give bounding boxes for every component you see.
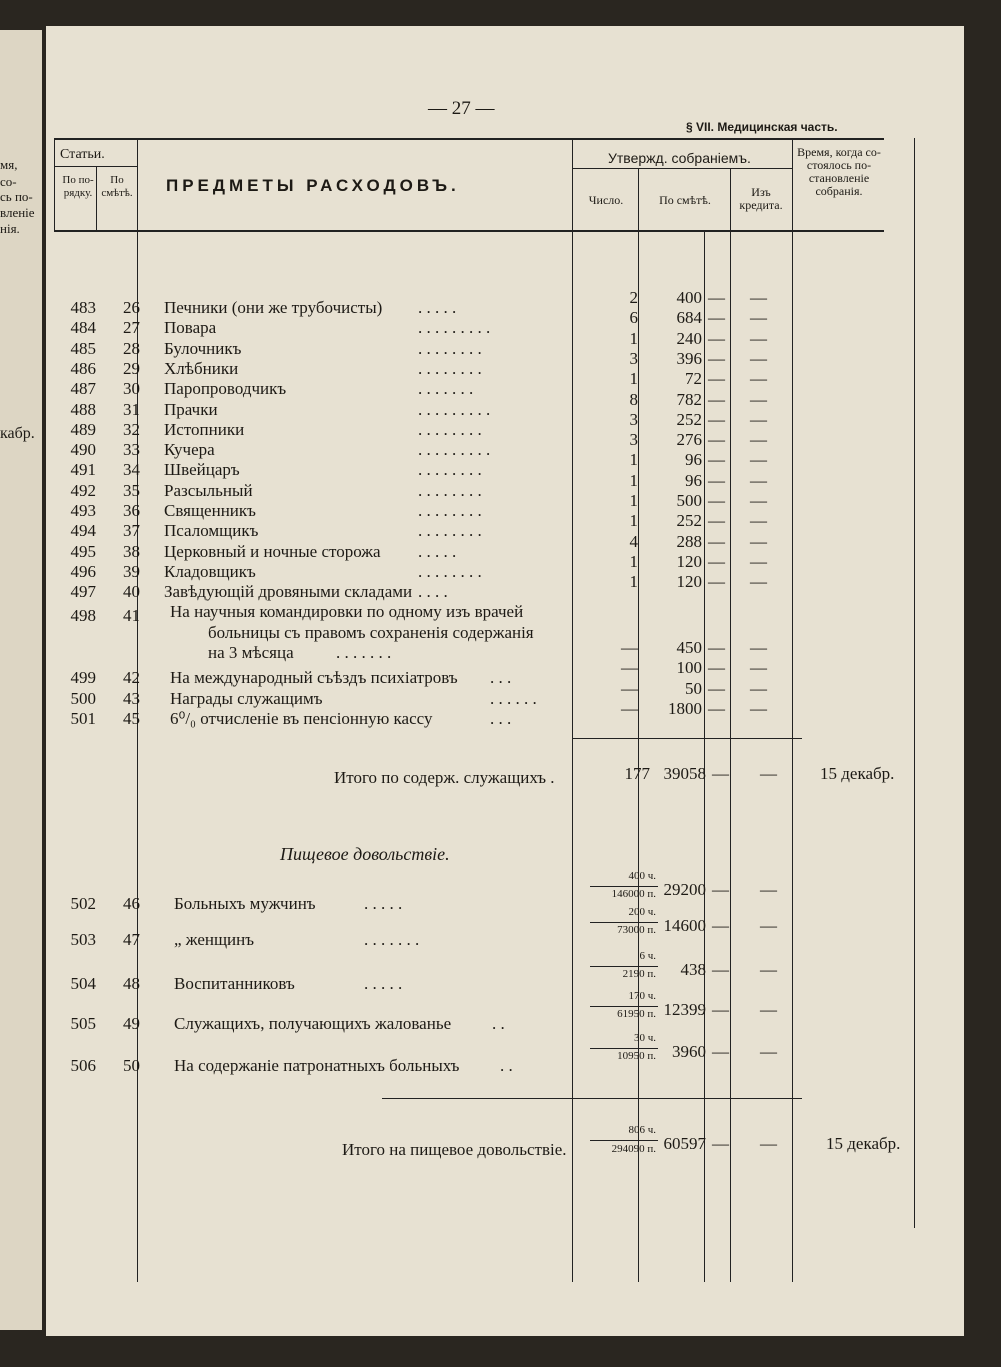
row-number: 506	[70, 1056, 96, 1075]
row-amount: 252	[676, 409, 702, 429]
row-dash: —	[760, 1042, 777, 1061]
row-dash: —	[712, 916, 729, 935]
row-count: 1	[629, 511, 638, 531]
row-count: 3	[629, 348, 638, 368]
row-smeta-number: 26	[123, 298, 140, 317]
row-dots: . . . .	[418, 582, 448, 602]
row-dash: —	[708, 531, 725, 551]
row-dots: . . . . .	[364, 974, 403, 993]
row-dash: —	[708, 551, 725, 571]
row-smeta-number: 36	[123, 501, 140, 520]
row-dots: . . . . . . . . .	[418, 318, 491, 338]
row-dash: —	[708, 470, 725, 490]
row-label: Печники (они же трубочисты)	[164, 298, 383, 317]
row-amount: 782	[676, 389, 702, 409]
row-dots: . . . . . . . .	[418, 561, 482, 581]
header-chislo: Число.	[588, 193, 624, 207]
row-count: 2	[629, 288, 638, 307]
row-dash: —	[712, 1000, 729, 1019]
row-amount: 96	[685, 470, 702, 490]
row-amount: 120	[676, 551, 702, 571]
row-amount: 684	[676, 308, 702, 328]
row-smeta-number: 50	[123, 1056, 140, 1075]
row-amount: 288	[676, 531, 702, 551]
rule	[54, 138, 55, 232]
row-label: Церковный и ночные сторожа	[164, 541, 381, 561]
total-date: 15 декабр.	[820, 764, 895, 783]
row-number: 505	[70, 1014, 96, 1033]
row-dash: —	[750, 531, 767, 551]
row-count: 3	[629, 430, 638, 450]
row-smeta-number: 34	[123, 460, 140, 480]
row-dash: —	[708, 389, 725, 409]
row-smeta-number: 43	[123, 688, 140, 708]
row-count: 1	[629, 470, 638, 490]
row-label: Разсыльный	[164, 480, 253, 500]
row-dash: —	[708, 491, 725, 510]
row-dots: . . . . . . . .	[418, 358, 482, 378]
page-number: — 27 —	[428, 98, 495, 119]
left-fragment: мя,	[0, 157, 18, 172]
row-label-continued: больницы съ правомъ сохраненія содержанія	[208, 623, 534, 642]
header-title: ПРЕДМЕТЫ РАСХОДОВЪ.	[166, 176, 460, 195]
row-smeta-number: 31	[123, 399, 140, 419]
subtotal-rule	[382, 1098, 802, 1099]
frac-top: 30 ч.	[633, 1032, 656, 1044]
row-dash: —	[750, 572, 767, 592]
frac-bottom: 2190 п.	[622, 968, 656, 980]
frac-bottom: 73000 п.	[617, 924, 656, 936]
row-label: 6⁰/₀ отчисленіе въ пенсіонную кассу	[170, 709, 433, 728]
row-dash: —	[750, 450, 767, 470]
row-smeta-number: 38	[123, 541, 140, 561]
row-dash: —	[708, 369, 725, 389]
header-stati: Статьи.	[60, 147, 105, 162]
row-label: Прачки	[164, 399, 218, 419]
total-label: Итого по содерж. служащихъ .	[334, 768, 555, 787]
row-dots: . . . . .	[418, 298, 457, 317]
row-dash: —	[708, 348, 725, 368]
frac-top: 400 ч.	[628, 870, 656, 882]
row-dash: —	[750, 491, 767, 510]
row-amount: 14600	[663, 916, 706, 935]
header-po-smete2: По смѣтѣ.	[659, 193, 711, 207]
rule	[792, 138, 793, 1282]
row-number: 485	[70, 338, 96, 358]
left-facing-page	[0, 30, 42, 1330]
row-label: „ женщинъ	[174, 930, 255, 949]
row-number: 496	[70, 561, 96, 581]
header-po-poryadku: По по- рядку.	[62, 174, 94, 199]
row-number: 493	[70, 501, 96, 520]
total-amount: 39058	[663, 764, 706, 783]
row-dots: . . . . . . .	[336, 643, 392, 662]
row-label: Псаломщикъ	[164, 521, 259, 541]
row-dash: —	[760, 960, 777, 979]
header-top-rule	[54, 138, 884, 140]
row-dash: —	[708, 409, 725, 429]
row-count: 3	[629, 409, 638, 429]
header-bottom-rule	[54, 230, 884, 232]
row-dots: . . . . . . . .	[418, 460, 482, 480]
row-count: 1	[629, 450, 638, 470]
row-amount: 96	[685, 450, 702, 470]
row-amount: 72	[685, 369, 702, 389]
row-label: На международный съѣздъ психіатровъ	[170, 668, 458, 687]
row-dash: —	[712, 880, 729, 899]
frac-top: 170 ч.	[628, 990, 656, 1002]
row-smeta-number: 32	[123, 419, 140, 439]
row-amount: 100	[676, 658, 702, 677]
row-dots: . .	[492, 1014, 505, 1033]
row-number: 489	[70, 419, 96, 439]
row-dash: —	[750, 430, 767, 450]
rule	[96, 166, 97, 232]
row-dash: —	[750, 389, 767, 409]
row-dash: —	[750, 328, 767, 348]
row-number: 502	[70, 894, 96, 913]
row-smeta-number: 35	[123, 480, 140, 500]
row-dots: . . . . . . . .	[418, 521, 482, 541]
row-smeta-number: 42	[123, 668, 140, 687]
row-smeta-number: 33	[123, 440, 140, 460]
row-dash: —	[750, 678, 767, 698]
row-dash: —	[760, 1000, 777, 1019]
row-number: 490	[70, 440, 96, 460]
row-dots: . . . . . . . . .	[418, 399, 491, 419]
row-number: 483	[70, 298, 96, 317]
row-dash: —	[750, 638, 767, 657]
row-count: 1	[629, 572, 638, 592]
row-smeta-number: 41	[123, 606, 140, 625]
row-count: 1	[629, 491, 638, 510]
frac-top: 6 ч.	[639, 950, 656, 962]
row-number: 494	[70, 521, 96, 541]
row-number: 498	[70, 606, 96, 625]
row-dots: . . . . .	[364, 894, 403, 913]
row-amount: 3960	[672, 1042, 706, 1061]
row-dash: —	[750, 658, 767, 677]
header-approved: Утвержд. собраніемъ.	[608, 150, 751, 166]
left-fragment: нія.	[0, 221, 20, 236]
row-count: 8	[629, 389, 638, 409]
row-dots: . . . . . . . . .	[418, 440, 491, 460]
row-smeta-number: 37	[123, 521, 140, 541]
row-label: Повара	[164, 318, 217, 338]
row-dash: —	[708, 638, 725, 657]
rule	[638, 168, 639, 1282]
row-dots: . .	[500, 1056, 513, 1075]
row-amount: 50	[685, 678, 702, 698]
row-amount: 400	[676, 288, 702, 307]
rule	[572, 138, 573, 1282]
row-label: Награды служащимъ	[170, 688, 323, 708]
row-dots: . . . . . . . .	[418, 419, 482, 439]
row-dash: —	[760, 916, 777, 935]
row-dash: —	[750, 348, 767, 368]
row-dots: . . . . . . . .	[418, 338, 482, 358]
row-dots: . . . . . . .	[418, 379, 474, 399]
row-label: Хлѣбники	[164, 358, 239, 378]
food-heading: Пищевое довольствіе.	[280, 844, 450, 864]
row-label: На содержаніе патронатныхъ больныхъ	[174, 1056, 460, 1075]
row-dash: —	[708, 511, 725, 531]
row-dash: —	[708, 450, 725, 470]
total-label: Итого на пищевое довольствіе.	[342, 1140, 567, 1159]
row-number: 492	[70, 480, 96, 500]
row-smeta-number: 47	[123, 930, 140, 949]
row-dash: —	[712, 1042, 729, 1061]
row-number: 488	[70, 399, 96, 419]
section-title: § VII. Медицинская часть.	[686, 120, 838, 134]
header-approved-rule	[572, 168, 792, 169]
row-amount: 12399	[663, 1000, 706, 1019]
row-smeta-number: 45	[123, 709, 140, 728]
row-count: —	[621, 658, 638, 677]
frac-bottom: 61950 п.	[617, 1008, 656, 1020]
header-vremya: Время, когда со- стоялось по- становленіе собранія.	[797, 145, 881, 198]
row-amount: 438	[680, 960, 706, 979]
row-smeta-number: 27	[123, 318, 140, 338]
row-dash: —	[712, 1134, 729, 1153]
row-number: 500	[70, 688, 96, 708]
row-amount: 29200	[663, 880, 706, 899]
row-number: 495	[70, 541, 96, 561]
row-dash: —	[708, 430, 725, 450]
row-count: —	[621, 638, 638, 657]
frac-bottom: 146000 п.	[611, 888, 656, 900]
row-dash: —	[750, 699, 767, 718]
row-label: Истопники	[164, 419, 245, 439]
frac-bottom: 10950 п.	[617, 1050, 656, 1062]
row-number: 491	[70, 460, 96, 480]
row-label: На научныя командировки по одному изъ врачей	[170, 602, 524, 621]
row-amount: 500	[676, 491, 702, 510]
row-count: —	[621, 678, 638, 698]
row-label: Паропроводчикъ	[164, 379, 287, 399]
row-dash: —	[750, 470, 767, 490]
rule	[704, 232, 705, 1282]
row-label: Служащихъ, получающихъ жалованье	[174, 1014, 452, 1033]
row-dash: —	[708, 572, 725, 592]
rule	[730, 168, 731, 1282]
row-smeta-number: 29	[123, 358, 140, 378]
row-dash: —	[708, 678, 725, 698]
row-label-continued: на 3 мѣсяца	[208, 643, 294, 662]
row-dash: —	[712, 960, 729, 979]
row-amount: 252	[676, 511, 702, 531]
row-amount: 240	[676, 328, 702, 348]
row-dots: . . . . . . . .	[418, 501, 482, 520]
frac-top: 200 ч.	[628, 906, 656, 918]
row-label: Воспитанниковъ	[174, 974, 295, 993]
row-label: Священникъ	[164, 501, 256, 520]
row-dots: . . . . .	[418, 541, 457, 561]
row-number: 487	[70, 379, 96, 399]
row-number: 501	[70, 709, 96, 728]
row-dash: —	[760, 1134, 777, 1153]
total-count: 177	[624, 764, 650, 783]
row-smeta-number: 28	[123, 338, 140, 358]
row-number: 497	[70, 582, 96, 602]
row-amount: 1800	[668, 699, 702, 718]
row-number: 504	[70, 974, 96, 993]
row-dash: —	[708, 658, 725, 677]
total-date: 15 декабр.	[826, 1134, 901, 1153]
row-smeta-number: 49	[123, 1014, 140, 1033]
row-dash: —	[708, 699, 725, 718]
left-fragment: кабр.	[0, 425, 35, 442]
total-amount: 60597	[663, 1134, 706, 1153]
row-amount: 450	[676, 638, 702, 657]
left-fragment: вленіе	[0, 205, 35, 220]
row-dash: —	[750, 288, 767, 307]
row-smeta-number: 39	[123, 561, 140, 581]
row-label: Булочникъ	[164, 338, 242, 358]
row-label: Кучера	[164, 440, 215, 460]
header-po-smete: По смѣтѣ.	[101, 174, 133, 199]
row-number: 499	[70, 668, 96, 687]
row-dash: —	[750, 308, 767, 328]
left-fragment: сь по-	[0, 189, 33, 204]
row-count: 1	[629, 369, 638, 389]
row-amount: 120	[676, 572, 702, 592]
row-dash: —	[708, 288, 725, 307]
row-amount: 396	[676, 348, 702, 368]
row-smeta-number: 40	[123, 582, 140, 602]
row-dash: —	[760, 880, 777, 899]
row-count: 1	[629, 328, 638, 348]
header-iz-kredita: Изъ кредита.	[739, 185, 783, 212]
subtotal-rule	[572, 738, 802, 739]
row-count: 6	[629, 308, 638, 328]
row-dots: . . . . . . . .	[418, 480, 482, 500]
row-dots: . . . . . . .	[364, 930, 420, 949]
row-number: 484	[70, 318, 96, 338]
row-dash: —	[708, 328, 725, 348]
row-dash: —	[708, 308, 725, 328]
row-dots: . . . . . .	[490, 688, 537, 708]
total-frac-bottom: 294090 п.	[611, 1143, 656, 1155]
row-dash: —	[750, 551, 767, 571]
row-number: 486	[70, 358, 96, 378]
row-dash: —	[750, 511, 767, 531]
row-dots: . . .	[490, 668, 512, 687]
row-label: Швейцаръ	[164, 460, 240, 480]
rule	[914, 138, 915, 1228]
row-count: 1	[629, 551, 638, 571]
row-label: Завѣдующій дровяными складами	[164, 582, 413, 602]
row-amount: 276	[676, 430, 702, 450]
row-number: 503	[70, 930, 96, 949]
document-page	[46, 26, 964, 1336]
row-label: Кладовщикъ	[164, 561, 256, 581]
row-dash: —	[750, 409, 767, 429]
row-count: —	[621, 699, 638, 718]
row-dash: —	[760, 764, 777, 783]
total-frac-top: 806 ч.	[628, 1124, 656, 1136]
row-smeta-number: 30	[123, 379, 140, 399]
row-label: Больныхъ мужчинъ	[174, 894, 316, 913]
row-dash: —	[750, 369, 767, 389]
row-count: 4	[629, 531, 638, 551]
row-dash: —	[712, 764, 729, 783]
row-smeta-number: 46	[123, 894, 140, 913]
left-fragment: со-	[0, 174, 17, 189]
row-smeta-number: 48	[123, 974, 140, 993]
row-dots: . . .	[490, 709, 512, 728]
